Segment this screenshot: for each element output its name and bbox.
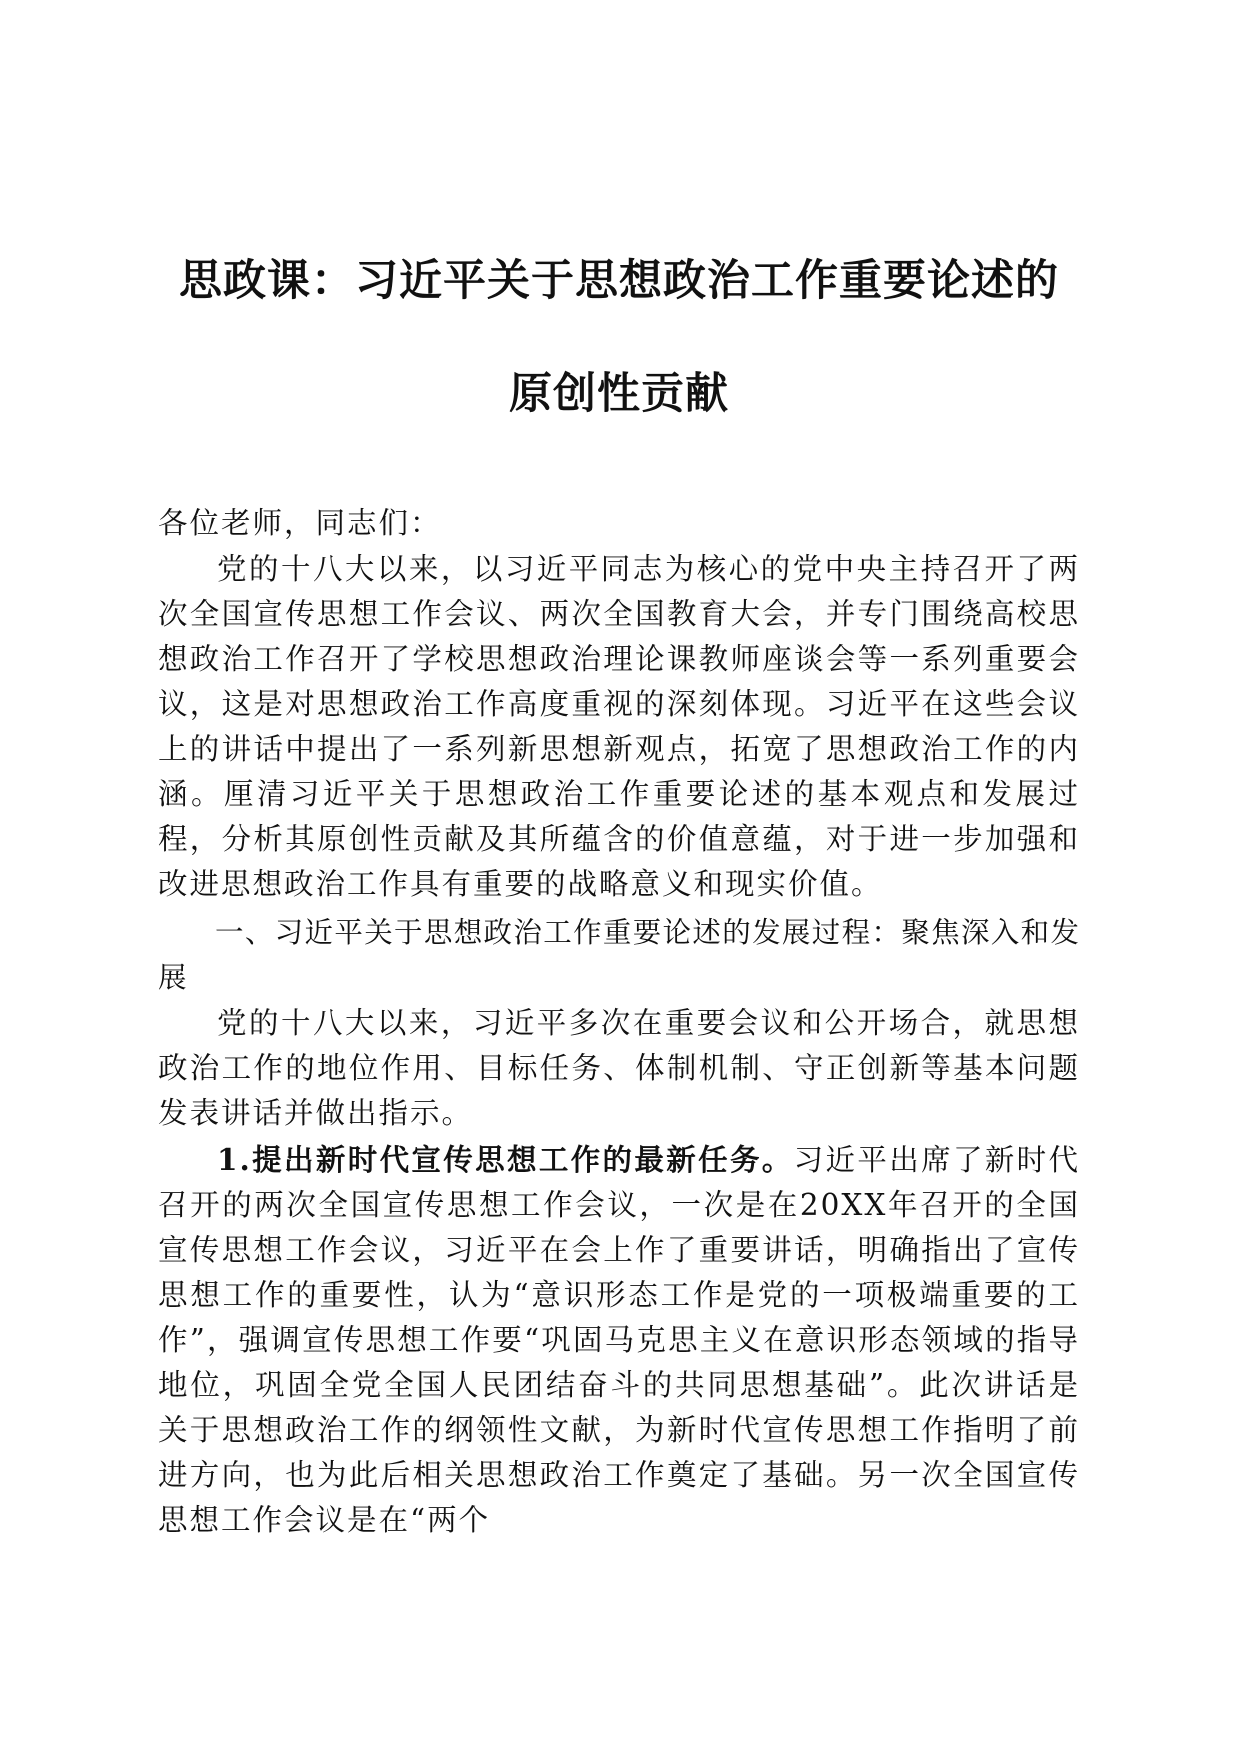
point-1-paragraph [158,1137,1080,1543]
document-title-line-1: 思政课：习近平关于思想政治工作重要论述的 [179,256,1059,306]
section-1-paragraph: 党的十八大以来，习近平多次在重要会议和公开场合，就思想政治工作的地位作用、目标任务、体制机制、守正创新等基本问题发表讲话并做出指示。 [158,1006,1080,1130]
intro-paragraph: 党的十八大以来，以习近平同志为核心的党中央主持召开了两次全国宣传思想工作会议、两次全国教育大会，并专门围绕高校思想政治工作召开了学校思想政治理论课教师座谈会等一系列重要会议，这是对思想政治工作高度重视的深刻体现。习近平在这些会议上的讲话中提出了一系列新思想新观点，拓宽了思想政治工作的内涵。厘清习近平关于思想政治工作重要论述的基本观点和发展过程，分析其原创性贡献及其所蕴含的价值意蕴，对于进一步加强和改进思想政治工作具有重要的战略意义和现实价值。 [158,552,1080,901]
point-1-body: 习近平出席了新时代召开的两次全国宣传思想工作会议，一次是在20XX年召开的全国宣传思想工作会议，习近平在会上作了重要讲话，明确指出了宣传思想工作的重要性，认为“意识形态工作是党的一项极端重要的工作”，强调宣传思想工作要“巩固马克思主义在意识形态领域的指导地位，巩固全党全国人民团结奋斗的共同思想基础”。此次讲话是关于思想政治工作的纲领性文献，为新时代宣传思想工作指明了前进方向，也为此后相关思想政治工作奠定了基础。另一次全国宣传思想工作会议是在“两个 [158,1143,1080,1537]
document-title-line-2: 原创性贡献 [509,369,729,419]
section-1-heading: 一、习近平关于思想政治工作重要论述的发展过程：聚焦深入和发展 [158,916,1080,994]
salutation: 各位老师，同志们： [158,506,442,540]
document-body [158,250,1080,1543]
point-1-lead: 1.提出新时代宣传思想工作的最新任务。 [217,1142,794,1177]
